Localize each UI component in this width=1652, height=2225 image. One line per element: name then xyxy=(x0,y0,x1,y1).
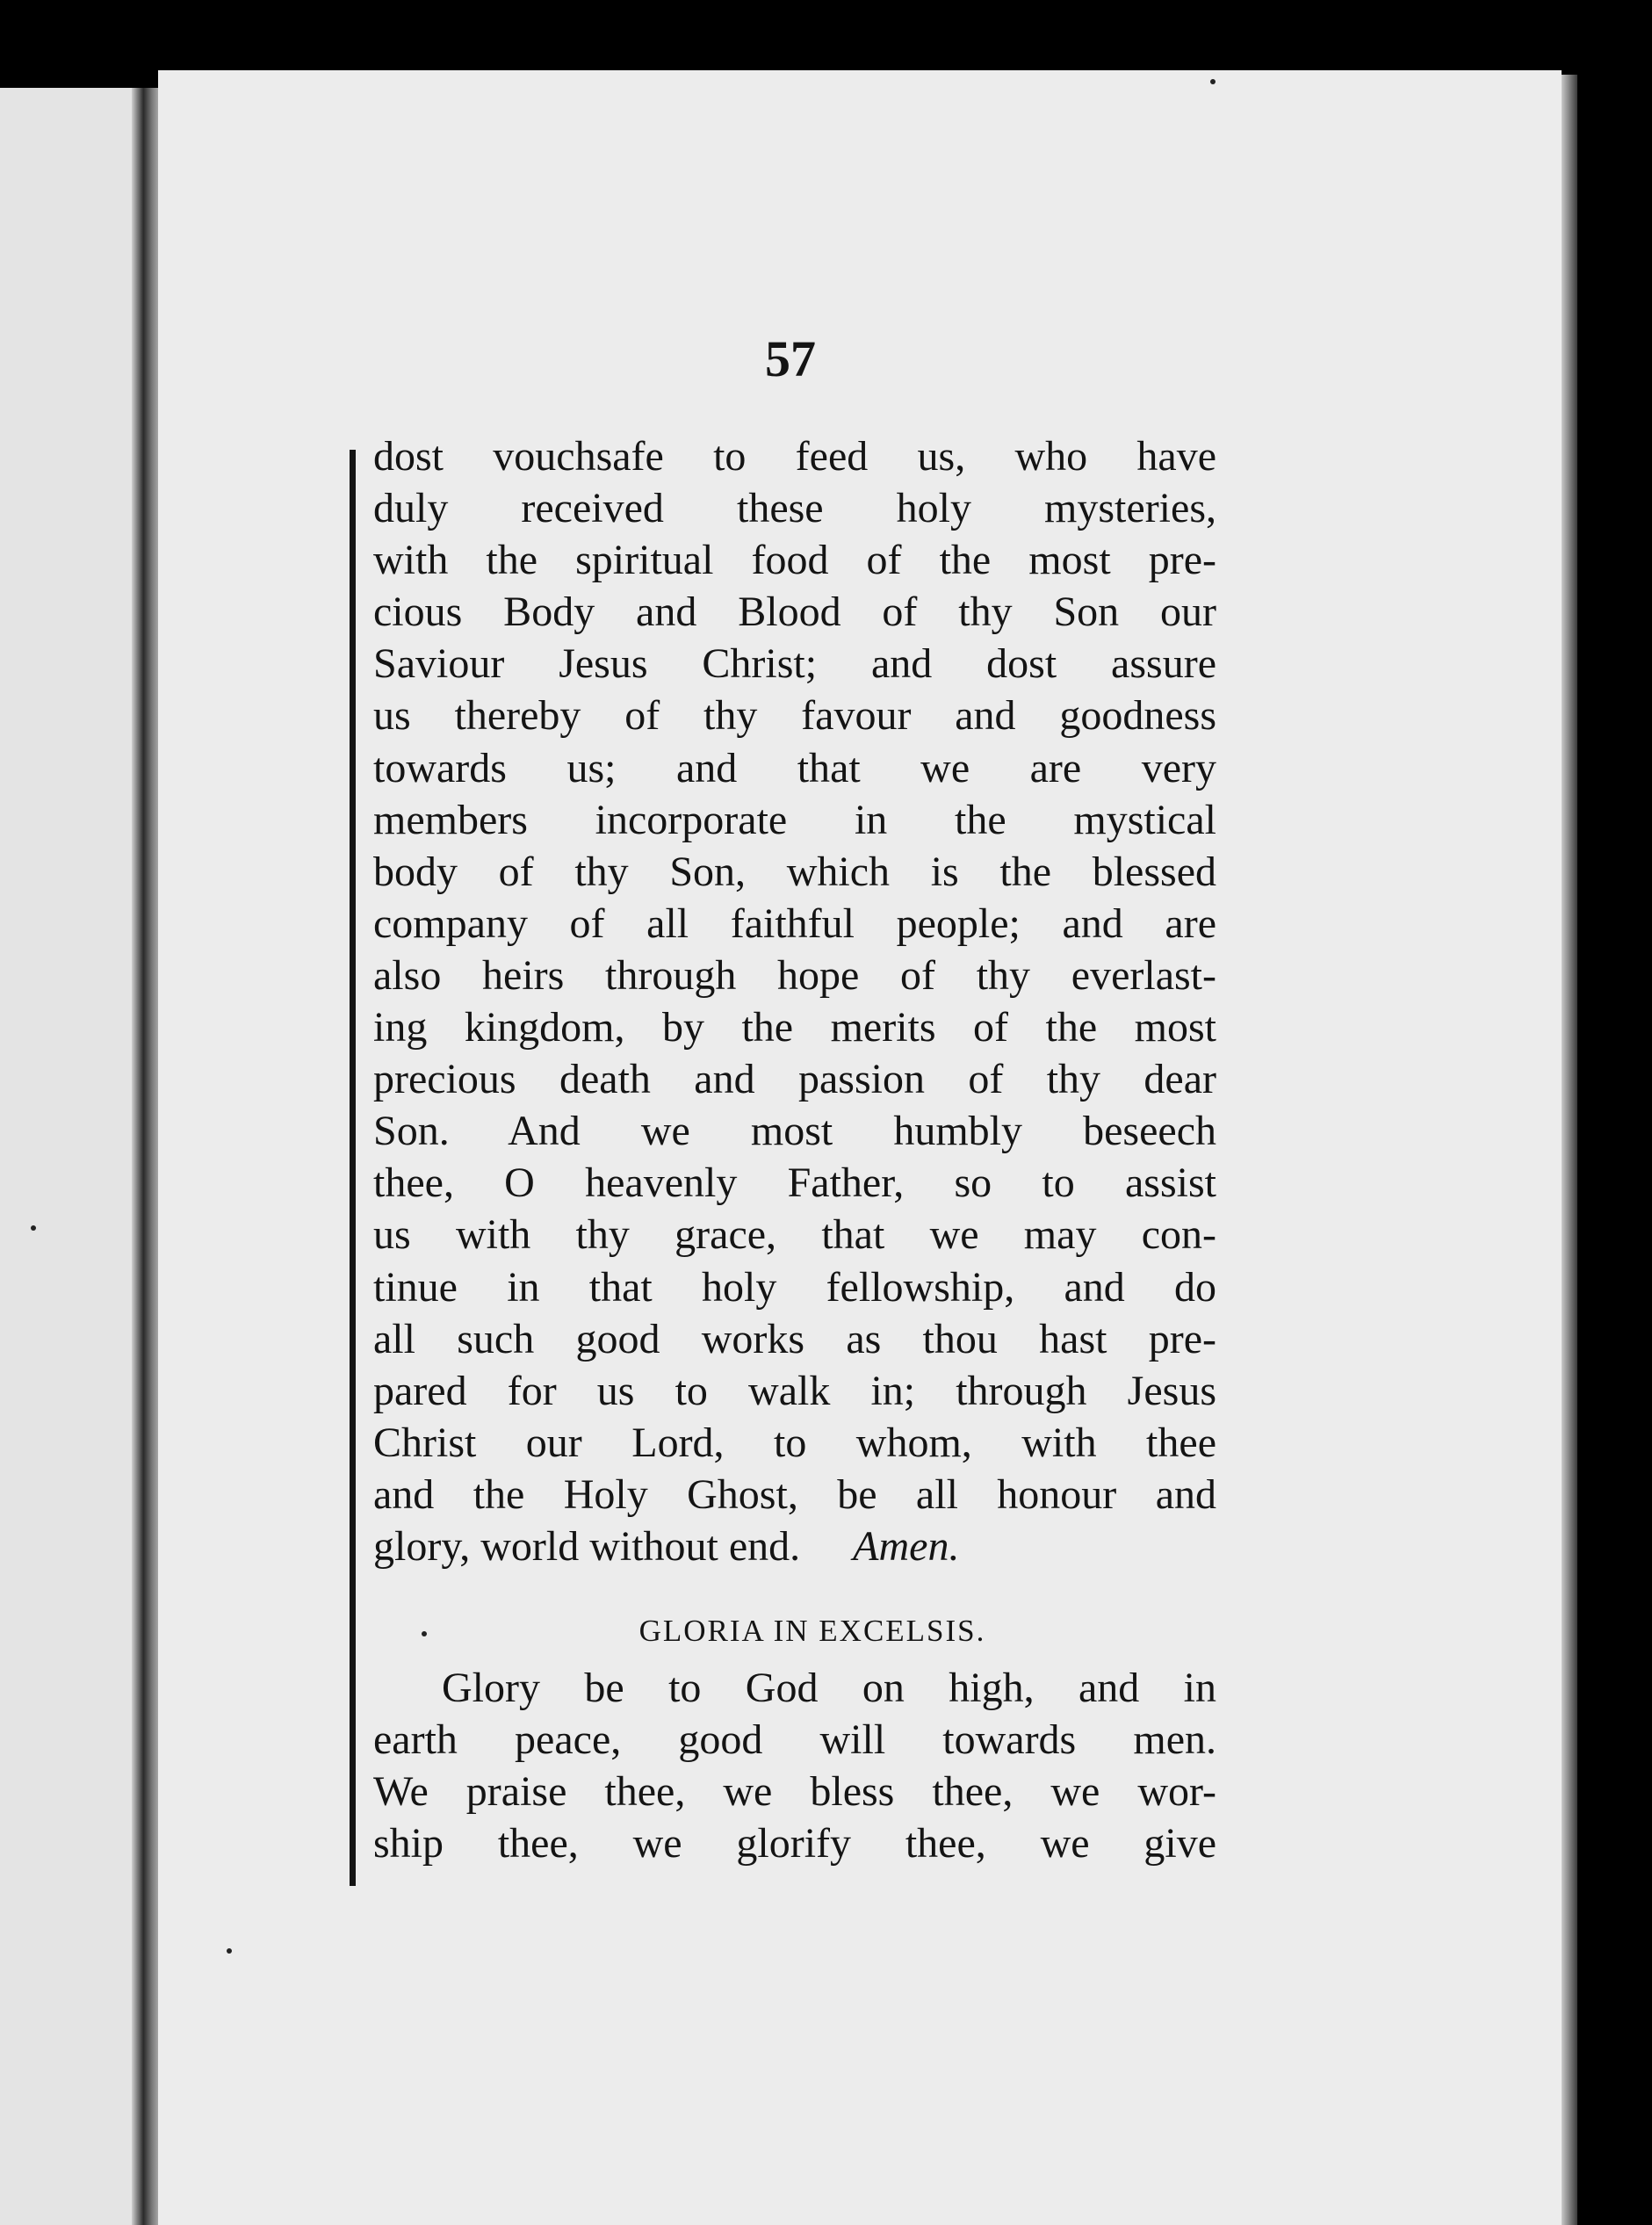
closing-line xyxy=(373,1521,1216,1572)
paper-speck xyxy=(227,1948,232,1954)
text-line: thee, O heavenly Father, so to assist xyxy=(373,1159,1216,1207)
text-line: earth peace, good will towards men. xyxy=(373,1716,1216,1764)
paper-speck xyxy=(1210,79,1216,84)
text-line: towards us; and that we are very xyxy=(373,744,1216,791)
page-text xyxy=(373,430,1216,1869)
text-line: cious Body and Blood of thy Son our xyxy=(373,589,1216,636)
text-line: and the Holy Ghost, be all honour and xyxy=(373,1470,1216,1518)
text-line: tinue in that holy fellowship, and do xyxy=(373,1263,1216,1311)
margin-rule xyxy=(350,450,356,1886)
text-line: pared for us to walk in; through Jesus xyxy=(373,1367,1216,1414)
amen: Amen. xyxy=(853,1522,960,1570)
text-line: Saviour Jesus Christ; and dost assure xyxy=(373,640,1216,688)
text-line: We praise thee, we bless thee, we wor- xyxy=(373,1768,1216,1816)
text-line: members incorporate in the mystical xyxy=(373,796,1216,843)
text-line: us with thy grace, that we may con- xyxy=(373,1211,1216,1259)
prayer-passage xyxy=(373,430,1216,1572)
page-number: 57 xyxy=(765,330,816,387)
text-line: Glory be to God on high, and in xyxy=(442,1665,1216,1712)
text-line: ing kingdom, by the merits of the most xyxy=(373,1004,1216,1051)
page-fore-edge xyxy=(1562,75,1577,2225)
text-line: Christ our Lord, to whom, with thee xyxy=(373,1419,1216,1466)
text-line: company of all faithful people; and are xyxy=(373,899,1216,947)
text-line: duly received these holy mysteries, xyxy=(373,485,1216,532)
text-line: also heirs through hope of thy everlast- xyxy=(373,951,1216,999)
paper-speck xyxy=(31,1225,36,1231)
text-line: ship thee, we glorify thee, we give xyxy=(373,1820,1216,1867)
text-line: precious death and passion of thy dear xyxy=(373,1056,1216,1103)
section-heading: GLORIA IN EXCELSIS. xyxy=(638,1614,986,1649)
text-line: dost vouchsafe to feed us, who have xyxy=(373,433,1216,480)
text-line: body of thy Son, which is the blessed xyxy=(373,848,1216,895)
text-line: with the spiritual food of the most pre- xyxy=(373,537,1216,584)
text-line: all such good works as thou hast pre- xyxy=(373,1315,1216,1362)
gloria-passage xyxy=(373,1662,1216,1869)
text-line: us thereby of thy favour and goodness xyxy=(373,692,1216,740)
text-line: Son. And we most humbly beseech xyxy=(373,1108,1216,1155)
closing-text: glory, world without end. xyxy=(373,1522,801,1570)
